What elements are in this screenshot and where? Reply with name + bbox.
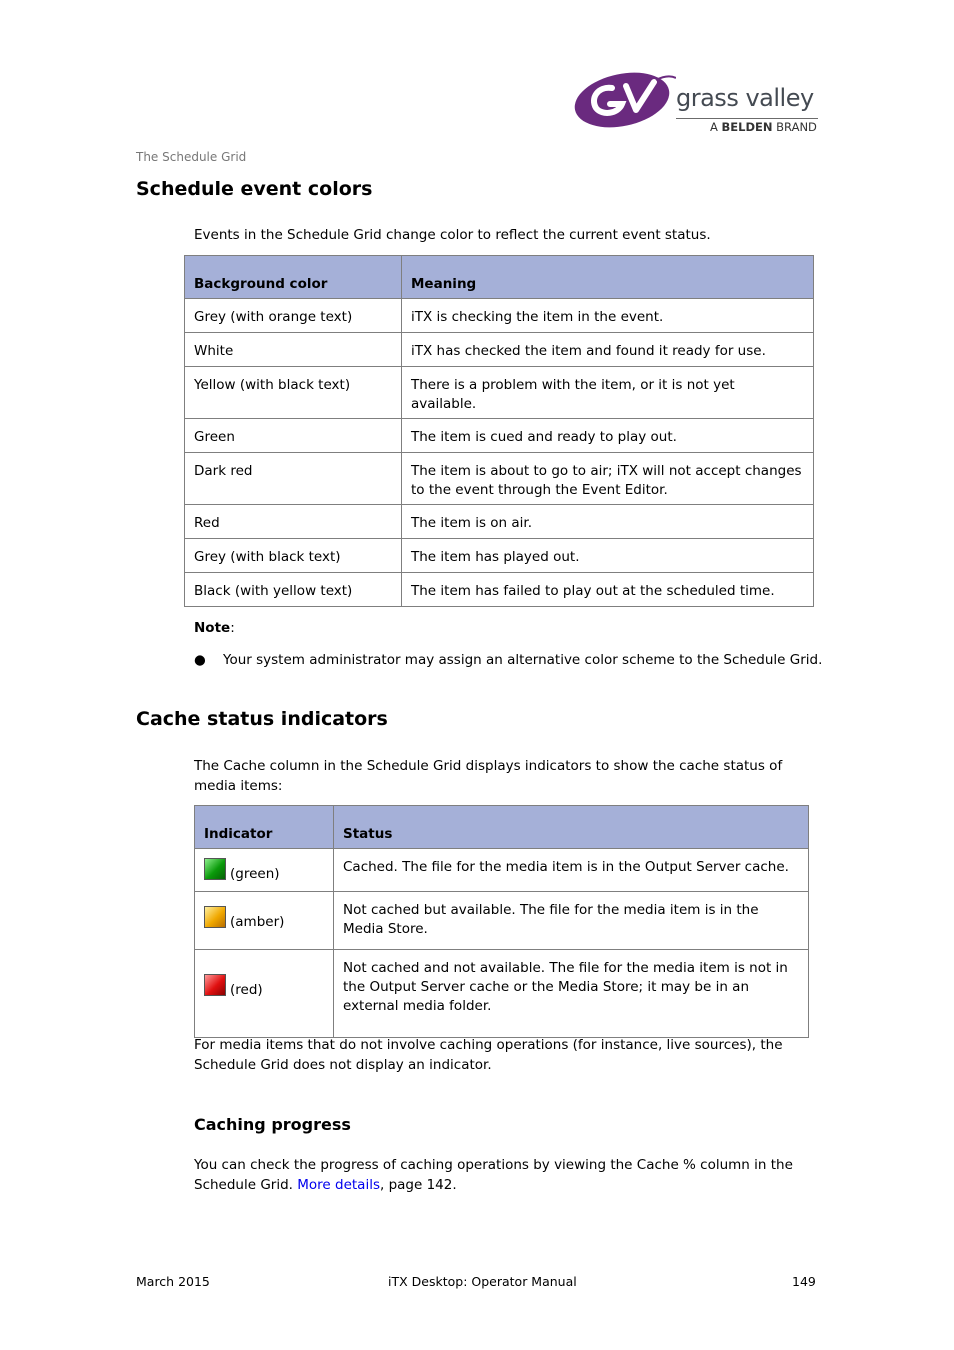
header-indicator: Indicator <box>195 806 334 849</box>
indicator-label: (red) <box>230 982 263 998</box>
status-cell: Not cached and not available. The file for the media item is not in the Output Server cache or the Media Store; it may be in an external media folder. <box>334 950 809 1038</box>
table-cell: Grey (with orange text) <box>185 299 402 333</box>
bullet-icon: ● <box>194 652 206 668</box>
table-row <box>195 950 809 1038</box>
green-cache-indicator-icon <box>204 858 226 880</box>
footer-page-number: 149 <box>792 1274 816 1289</box>
table-row <box>185 539 814 573</box>
table-cell: Black (with yellow text) <box>185 573 402 607</box>
logo-wordmark: grass valley <box>676 84 814 112</box>
table-cell: iTX has checked the item and found it ready for use. <box>402 333 814 367</box>
table-cell: The item has played out. <box>402 539 814 573</box>
indicator-label: (green) <box>230 866 280 882</box>
grass-valley-logo <box>572 70 822 136</box>
header-meaning: Meaning <box>402 256 814 299</box>
amber-cache-indicator-icon <box>204 906 226 928</box>
table-cell: Grey (with black text) <box>185 539 402 573</box>
gv-logo-icon <box>572 70 676 130</box>
table-cell: The item is cued and ready to play out. <box>402 419 814 453</box>
footer-title: iTX Desktop: Operator Manual <box>388 1274 577 1289</box>
section-title-event-colors: Schedule event colors <box>136 178 373 200</box>
table-header-row <box>185 256 814 299</box>
more-details-link[interactable]: More details <box>297 1177 380 1193</box>
table-row <box>185 505 814 539</box>
logo-rule <box>676 118 818 119</box>
note-bullet-text: Your system administrator may assign an alternative color scheme to the Schedule Grid. <box>223 652 823 668</box>
table-cell: The item is about to go to air; iTX will not accept changes to the event through the Event Editor. <box>402 453 814 505</box>
table-cell: Red <box>185 505 402 539</box>
table-cell: Dark red <box>185 453 402 505</box>
table-row <box>185 299 814 333</box>
table-cell: White <box>185 333 402 367</box>
indicator-label: (amber) <box>230 914 285 930</box>
note-label: Note: <box>194 620 235 636</box>
cache-status-table <box>194 805 809 1038</box>
table-row <box>185 367 814 419</box>
section-title-cache-status: Cache status indicators <box>136 708 388 730</box>
footer-date: March 2015 <box>136 1274 210 1289</box>
breadcrumb: The Schedule Grid <box>136 150 247 164</box>
table-header-row <box>195 806 809 849</box>
status-cell: Not cached but available. The file for the media item is in the Media Store. <box>334 892 809 950</box>
table-row <box>185 573 814 607</box>
red-cache-indicator-icon <box>204 974 226 996</box>
table-row <box>195 892 809 950</box>
table-row <box>185 419 814 453</box>
event-colors-intro: Events in the Schedule Grid change color to reflect the current event status. <box>194 227 711 243</box>
status-cell: Cached. The file for the media item is in the Output Server cache. <box>334 849 809 892</box>
table-cell: Yellow (with black text) <box>185 367 402 419</box>
cache-status-intro: The Cache column in the Schedule Grid displays indicators to show the cache status of media items: <box>194 758 783 794</box>
table-cell: Green <box>185 419 402 453</box>
header-background-color: Background color <box>185 256 402 299</box>
indicator-cell <box>195 849 334 892</box>
table-cell: The item has failed to play out at the scheduled time. <box>402 573 814 607</box>
indicator-cell <box>195 892 334 950</box>
table-cell: iTX is checking the item in the event. <box>402 299 814 333</box>
no-indicator-text: For media items that do not involve caching operations (for instance, live sources), the Schedule Grid does not display an indicator. <box>194 1037 783 1073</box>
table-cell: The item is on air. <box>402 505 814 539</box>
indicator-cell <box>195 950 334 1038</box>
logo-brand: A BELDEN BRAND <box>710 120 817 134</box>
table-row <box>195 849 809 892</box>
caching-progress-text: You can check the progress of caching operations by viewing the Cache % column in the Schedule Grid. More details, page 142. <box>194 1157 793 1193</box>
table-cell: There is a problem with the item, or it is not yet available. <box>402 367 814 419</box>
event-colors-table <box>184 255 814 607</box>
header-status: Status <box>334 806 809 849</box>
table-row <box>185 333 814 367</box>
subsection-title-caching-progress: Caching progress <box>194 1115 351 1134</box>
table-row <box>185 453 814 505</box>
